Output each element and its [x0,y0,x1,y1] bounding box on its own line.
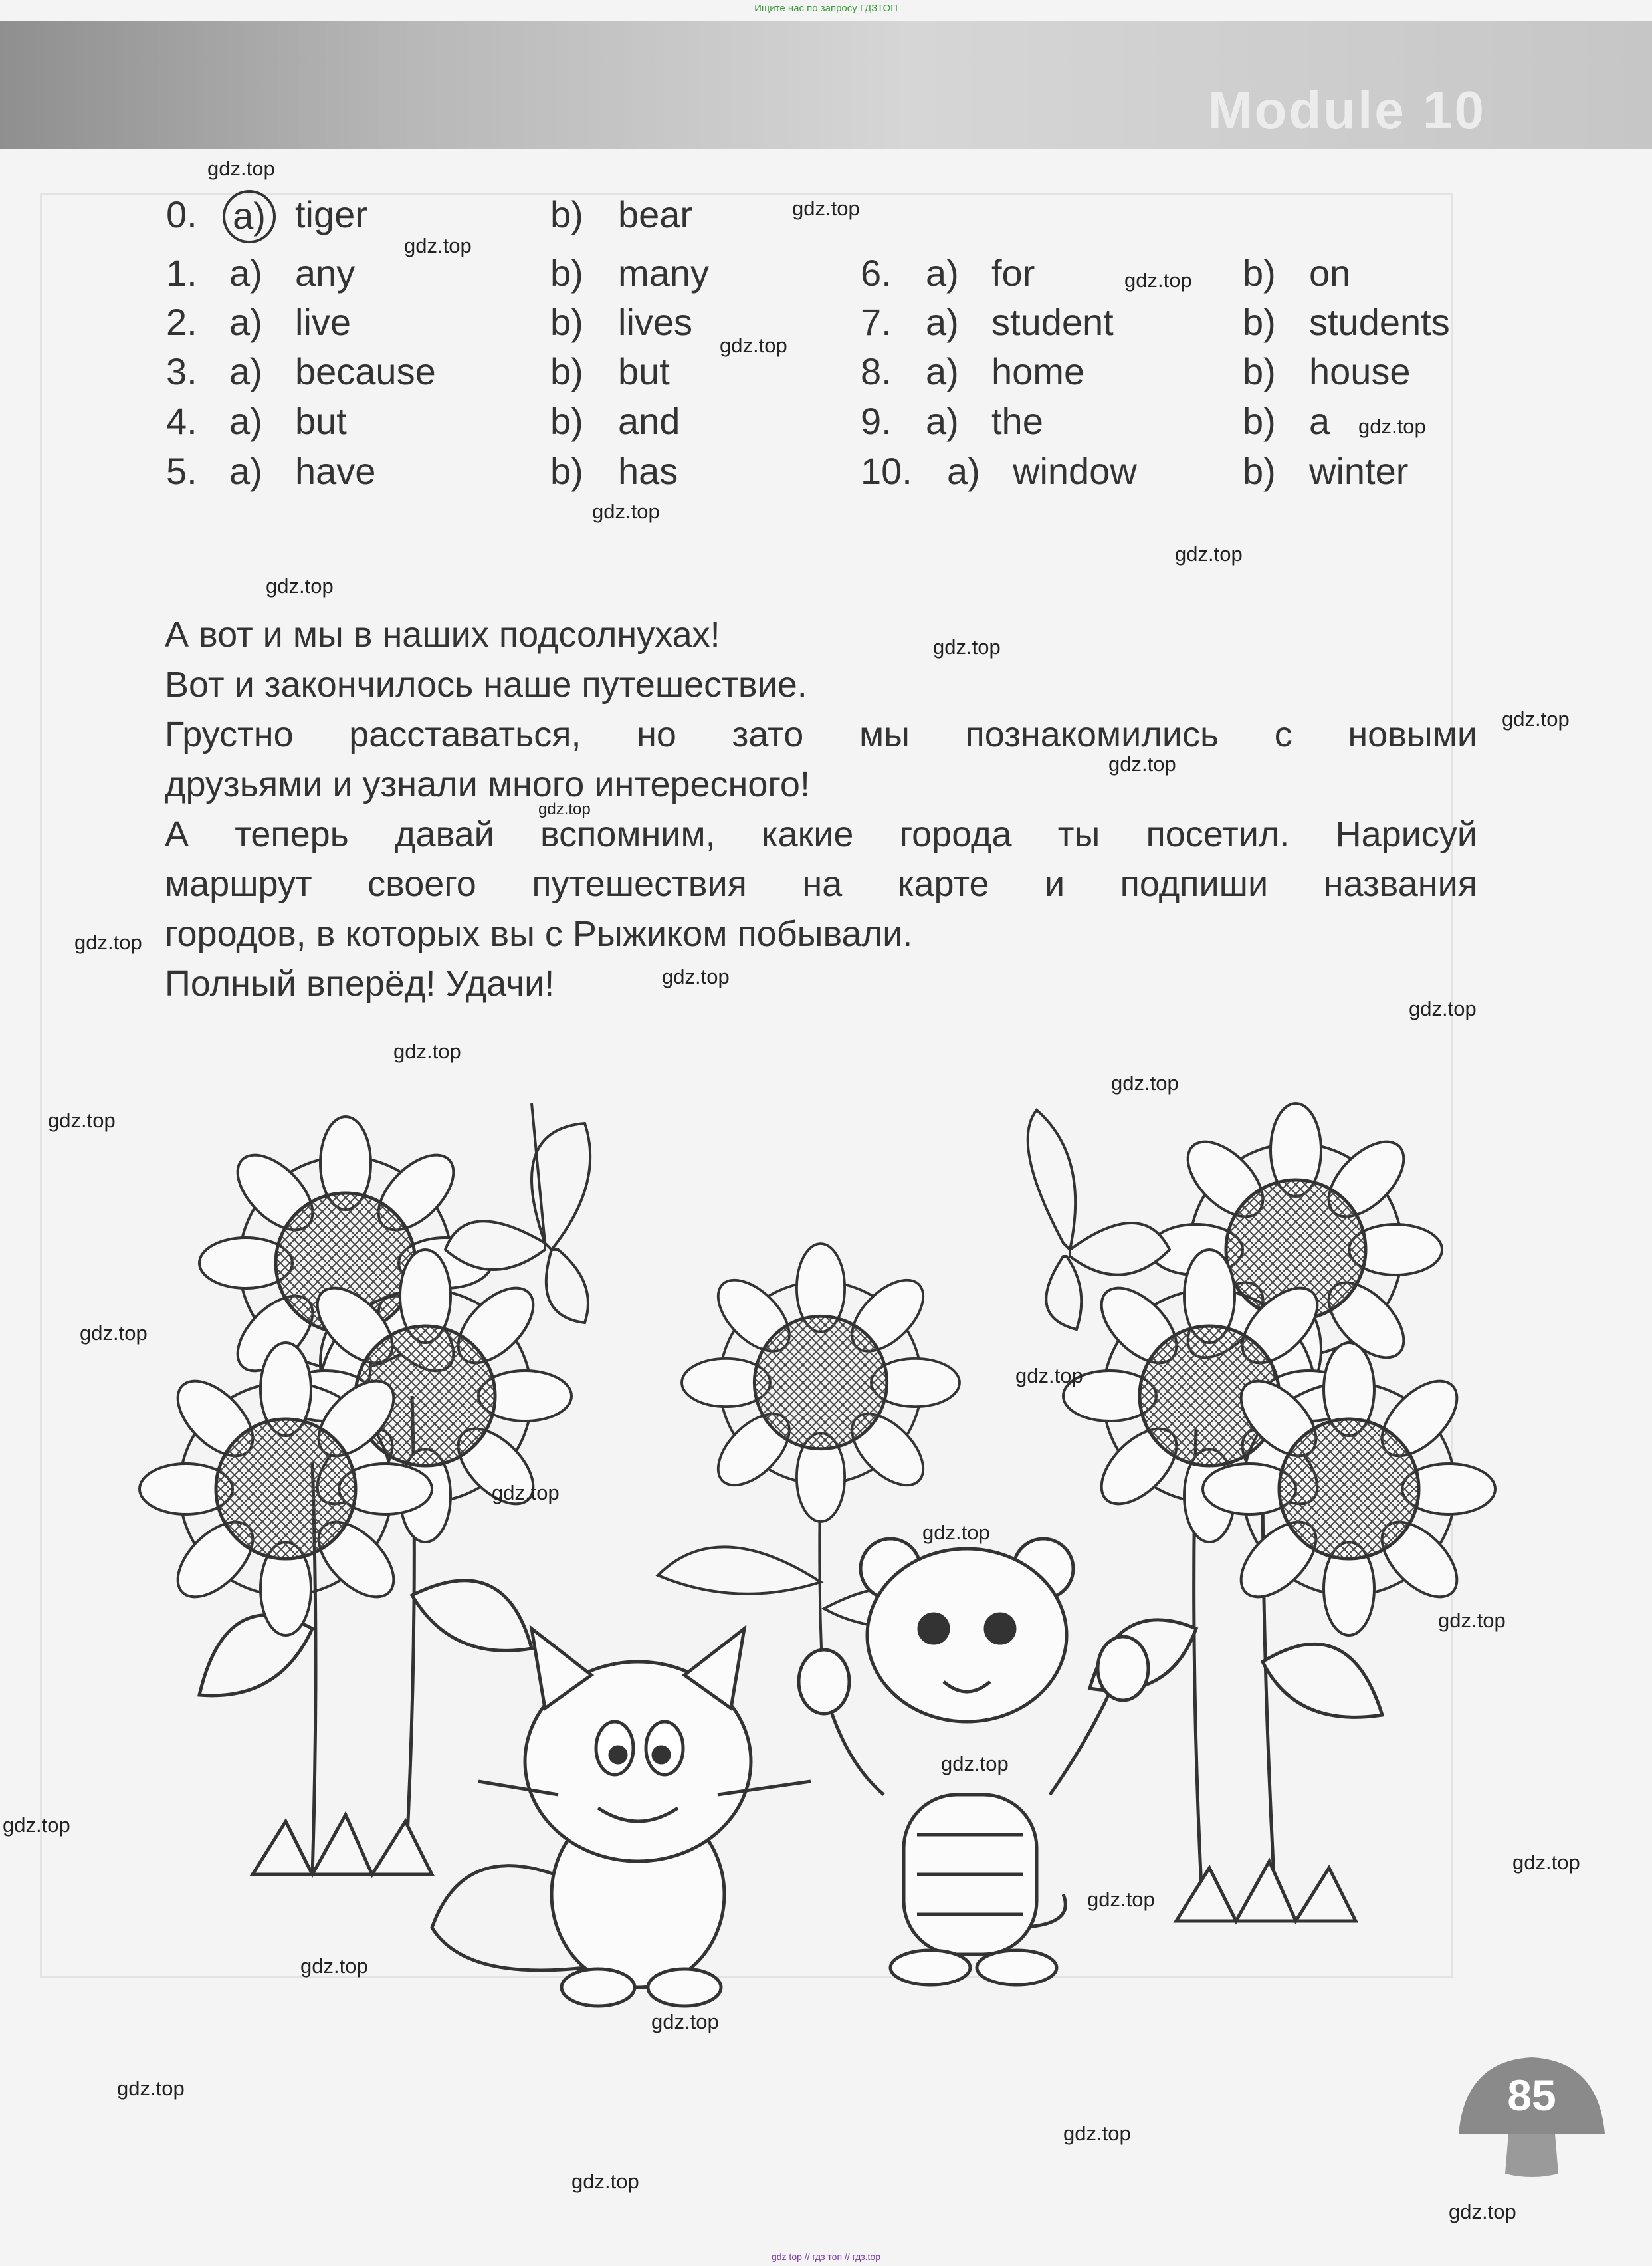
watermark: gdz.top [80,1321,148,1345]
watermark: gdz.top [941,1752,1009,1775]
watermark: gdz.top [538,800,591,818]
text-line: друзьями и узнали много интересного! [165,764,810,804]
watermark: gdz.top [1108,752,1176,776]
option-b-letter: b) [550,400,583,442]
watermark: gdz.top [1512,1851,1580,1874]
page-number-badge [1452,2047,1611,2180]
text-line: Вот и закончилось наше путешествие. [165,665,807,705]
option-a-letter: a) [947,450,980,492]
option-a-word: the [991,400,1043,442]
watermark: gdz.top [404,234,472,257]
option-a-word: for [991,252,1035,294]
option-b-word: a [1309,400,1330,442]
option-a-word: but [295,400,347,442]
text-line: Грустно расставаться, но зато мы познакомились с новыми [165,715,1477,754]
watermark: gdz.top [1409,997,1477,1020]
option-a-letter: a) [229,301,262,343]
option-a-word: live [295,301,352,343]
option-b-word: lives [618,301,693,343]
text-line: Полный вперёд! Удачи! [165,964,555,1004]
text-line: городов, в которых вы с Рыжиком побывали. [165,914,913,954]
row-number: 5. [166,450,197,492]
row-number: 2. [166,301,197,343]
option-a-letter: a) [229,252,262,294]
top-note[interactable]: Ищите нас по запросу ГДЗТОП [754,3,898,14]
option-b-word: but [618,350,670,392]
bottom-note[interactable]: gdz top // гдз топ // гдз.top [771,2251,881,2262]
option-a-word: window [1013,450,1137,492]
cat-character [432,1629,811,2006]
row-number: 1. [166,252,197,294]
option-b-letter: b) [550,193,583,235]
watermark: gdz.top [3,1813,70,1837]
watermark: gdz.top [117,2077,185,2100]
row-number: 3. [166,350,197,392]
watermark: gdz.top [1449,2200,1516,2223]
butterfly-right [1028,1110,1170,1329]
watermark: gdz.top [933,635,1001,659]
text-line: А вот и мы в наших подсолнухах! [165,615,720,655]
module-title: Module 10 [1207,80,1486,140]
option-b-letter: b) [1243,450,1276,492]
option-b-word: on [1309,252,1351,294]
watermark: gdz.top [1087,1888,1155,1911]
option-a-word: home [991,350,1085,392]
option-a-letter: a) [926,350,959,392]
watermark: gdz.top [1175,542,1243,566]
watermark: gdz.top [651,2010,719,2033]
watermark: gdz.top [492,1481,560,1504]
option-b-letter: b) [1243,350,1276,392]
watermark: gdz.top [792,197,860,220]
row-number: 6. [861,252,892,294]
watermark: gdz.top [1111,1072,1179,1095]
option-b-word: bear [618,193,693,235]
option-a-word: tiger [295,193,367,235]
option-b-word: many [618,252,709,294]
option-b-letter: b) [1243,400,1276,442]
option-b-letter: b) [1243,252,1276,294]
option-b-letter: b) [550,252,583,294]
option-a-word: because [295,350,436,392]
option-a-letter: a) [229,350,262,392]
watermark: gdz.top [300,1954,368,1978]
option-a-letter-circled: a) [223,190,276,243]
watermark: gdz.top [393,1040,461,1063]
option-b-word: house [1309,350,1411,392]
watermark: gdz.top [720,334,787,357]
watermark: gdz.top [1063,2122,1131,2145]
option-a-letter: a) [229,400,262,442]
option-b-letter: b) [550,450,583,492]
option-a-letter: a) [926,400,959,442]
option-b-word: students [1309,301,1450,343]
watermark: gdz.top [662,965,730,988]
watermark: gdz.top [207,157,275,180]
row-number: 9. [861,400,892,442]
option-b-word: has [618,450,678,492]
option-b-word: and [618,400,680,442]
text-line: маршрут своего путешествия на карте и подпиши названия [165,864,1477,904]
watermark: gdz.top [74,931,142,954]
watermark: gdz.top [571,2170,639,2193]
watermark: gdz.top [1502,707,1570,731]
page-number: 85 [1507,2071,1556,2120]
option-a-word: any [295,252,356,294]
watermark: gdz.top [266,574,334,598]
watermark: gdz.top [922,1521,990,1544]
option-b-word: winter [1309,450,1409,492]
row-number: 10. [861,450,912,492]
watermark: gdz.top [592,500,660,523]
option-b-letter: b) [1243,301,1276,343]
option-a-word: have [295,450,376,492]
watermark: gdz.top [1438,1609,1506,1632]
watermark: gdz.top [1015,1364,1083,1387]
row-number: 0. [166,193,197,235]
option-b-letter: b) [550,350,583,392]
row-number: 7. [861,301,892,343]
option-a-word: student [991,301,1114,343]
watermark: gdz.top [1124,269,1192,292]
option-a-letter: a) [926,301,959,343]
text-line: А теперь давай вспомним, какие города ты посетил. Нарисуй [165,814,1477,854]
row-number: 8. [861,350,892,392]
option-a-letter: a) [926,252,959,294]
option-a-letter: a) [229,450,262,492]
row-number: 4. [166,400,197,442]
option-b-letter: b) [550,301,583,343]
watermark: gdz.top [1358,415,1426,438]
watermark: gdz.top [48,1109,116,1132]
